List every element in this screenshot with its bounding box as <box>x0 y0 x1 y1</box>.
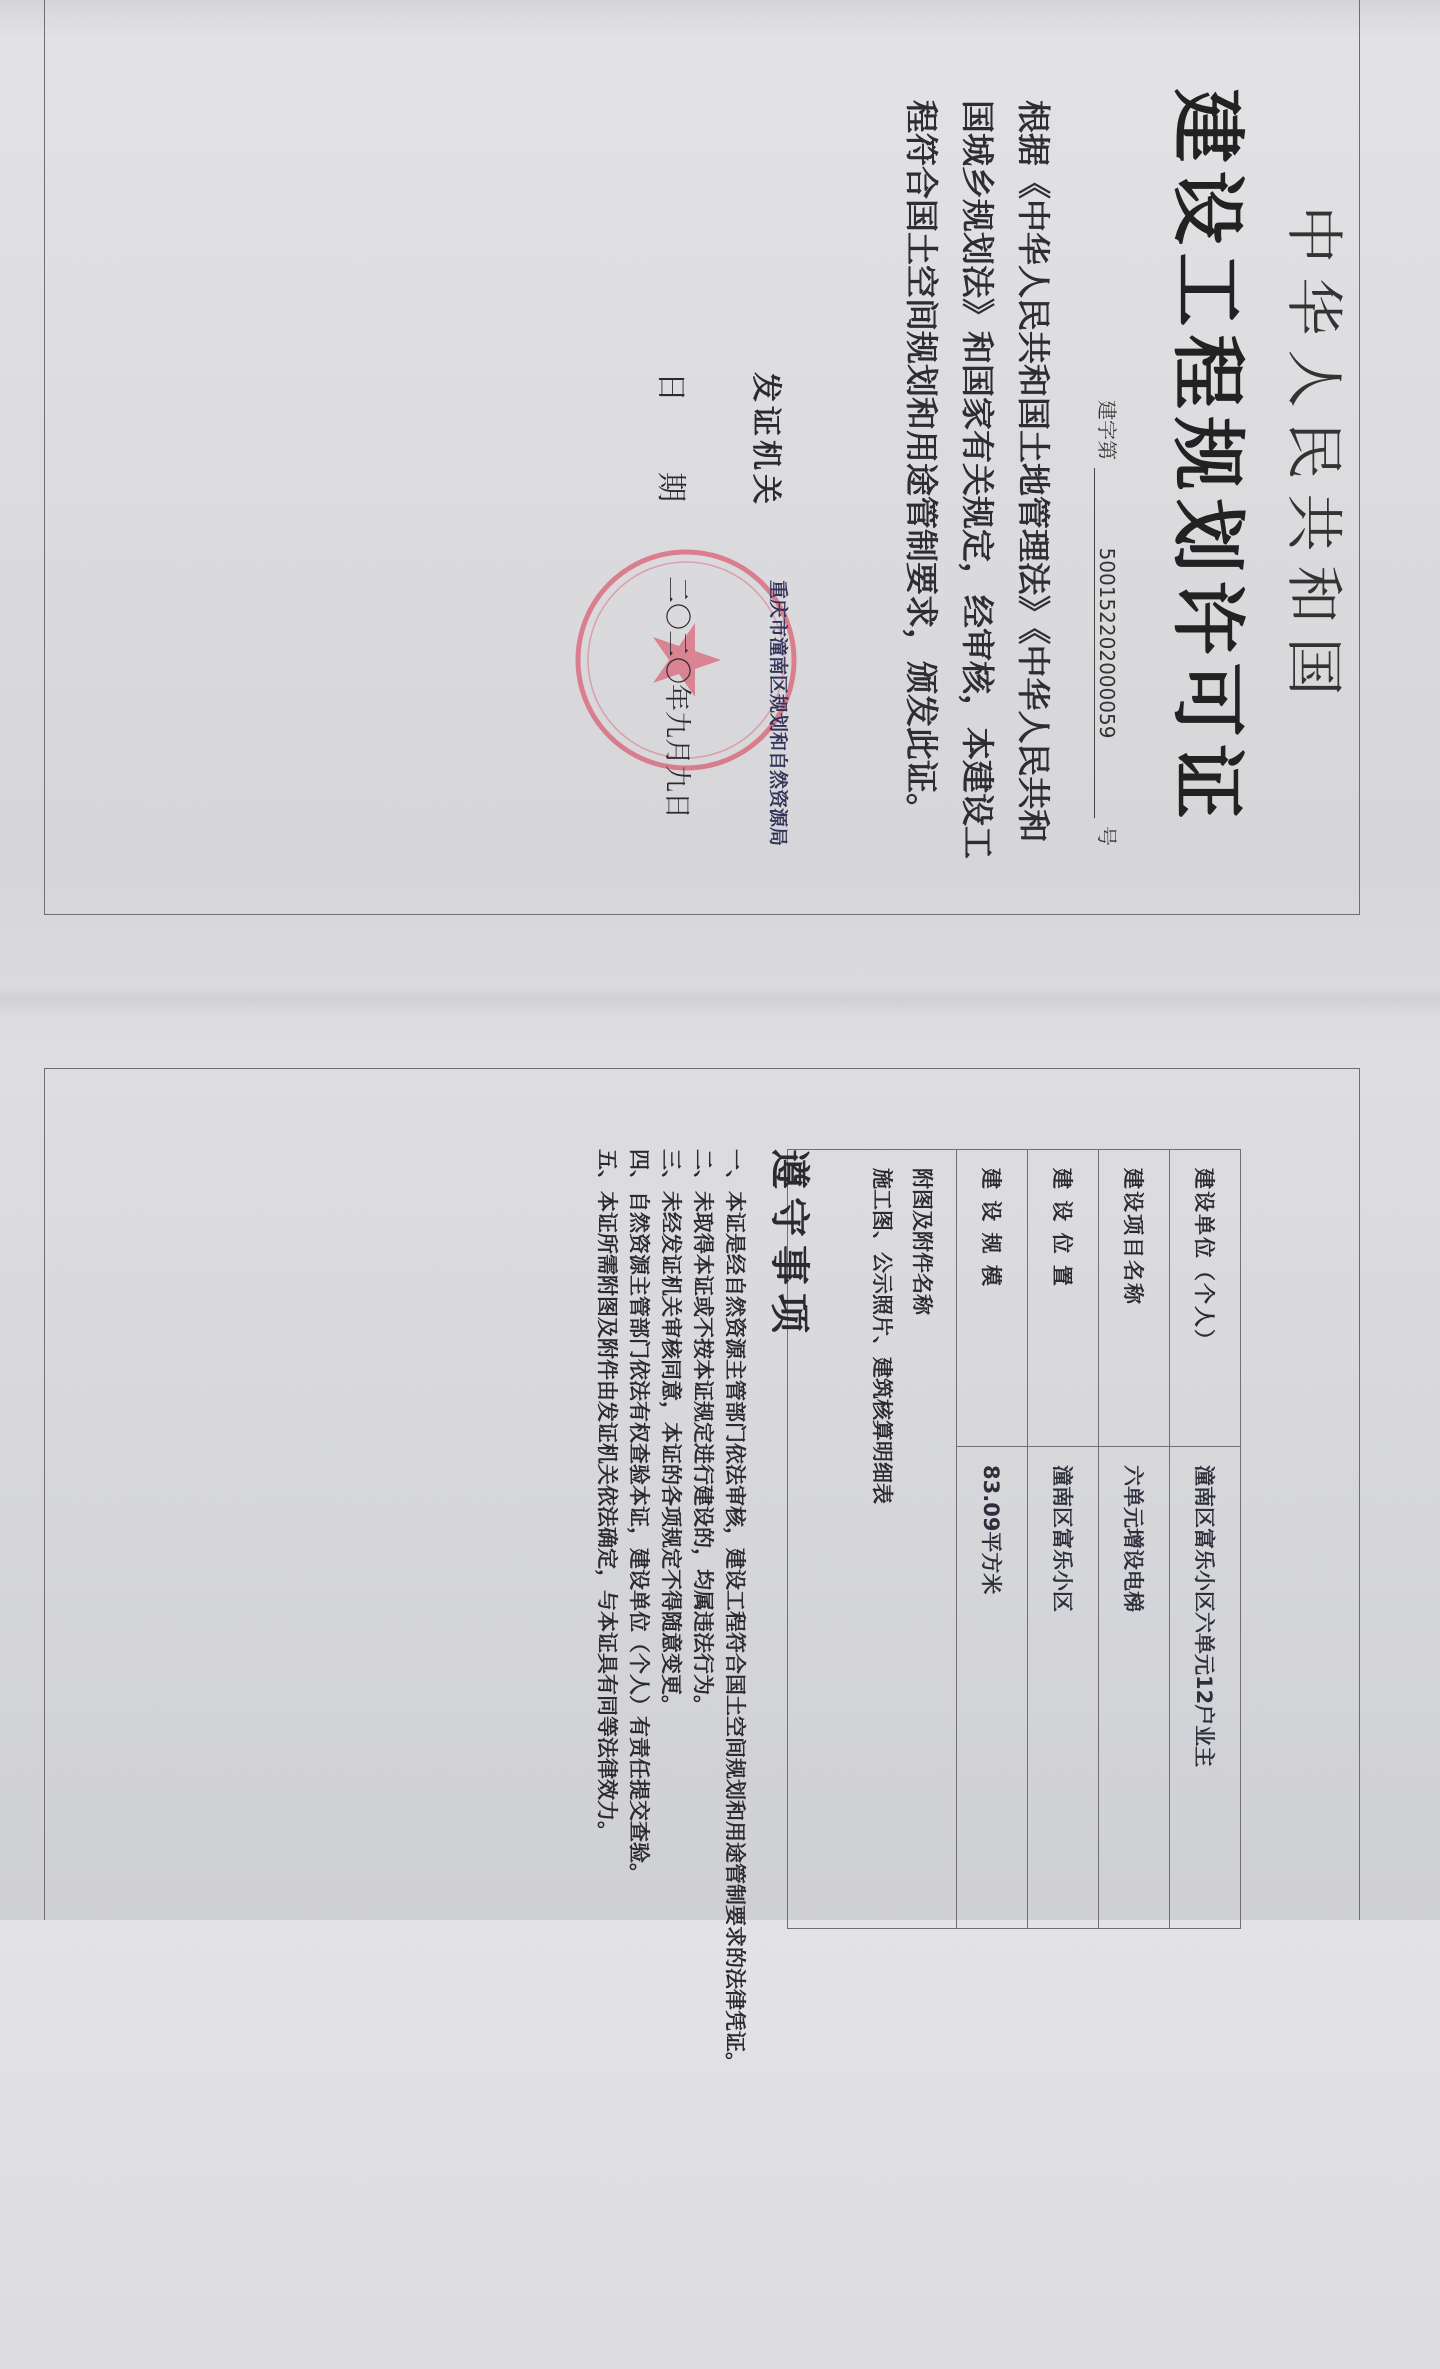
row-value: 六单元增设电梯 <box>1099 1447 1170 1929</box>
issuer-name: 重庆市潼南区规划和自然资源局 <box>767 580 789 847</box>
certificate-title: 建设工程规划许可证 <box>1164 88 1250 827</box>
table-row <box>1028 1150 1099 1929</box>
fold-crease <box>0 985 1440 1015</box>
row-value: 潼南区富乐小区六单元12户业主 <box>1170 1447 1241 1929</box>
issue-date: 二〇二〇年九月九日 <box>661 576 692 819</box>
row-label: 附图及附件名称 <box>910 1168 934 1315</box>
attachments-text: 施工图、公示照片、建筑核算明细表 <box>870 1168 894 1504</box>
list-item: 五、本证所需附图及附件由发证机关依法确定，与本证具有同等法律效力。 <box>595 1149 619 1842</box>
list-item: 一、本证是经自然资源主管部门依法审核，建设工程符合国土空间规划和用途管制要求的法律凭证。 <box>723 1149 747 2073</box>
certificate-face-content <box>45 0 1361 915</box>
row-label: 建设项目名称 <box>1099 1150 1170 1447</box>
project-details-table <box>787 1149 1241 1929</box>
certificate-number <box>1094 400 1123 846</box>
table-row <box>1170 1150 1241 1929</box>
rules-title: 遵守事项 <box>766 1149 812 1341</box>
table-row <box>1099 1150 1170 1929</box>
table-row <box>957 1150 1028 1929</box>
row-value: 83.09平方米 <box>957 1447 1028 1929</box>
row-value: 潼南区富乐小区 <box>1028 1447 1099 1929</box>
list-item: 三、未经发证机关审核同意，本证的各项规定不得随意变更。 <box>659 1149 683 1716</box>
certificate-number-suffix: 号 <box>1095 826 1119 846</box>
date-label: 日期 <box>653 372 688 572</box>
certificate-details-content <box>45 1069 1361 2073</box>
certificate-number-value: 500152202000059 <box>1095 547 1119 739</box>
rules-list <box>591 1149 751 2369</box>
certificate-body-text: 根据《中华人民共和国土地管理法》《中华人民共和国城乡规划法》和国家有关规定，经审核，本建设工程符合国土空间规划和用途管制要求，颁发此证。 <box>902 100 1053 859</box>
certificate-details-panel <box>44 1068 1360 2073</box>
row-label: 建设单位（个人） <box>1170 1150 1241 1447</box>
row-label: 建 设 规 模 <box>957 1150 1028 1447</box>
list-item: 二、未取得本证或不按本证规定进行建设的，均属违法行为。 <box>691 1149 715 1716</box>
certificate-face-panel <box>44 0 1360 915</box>
issuer-label: 发证机关 <box>748 372 783 508</box>
list-item: 四、自然资源主管部门依法有权查验本证，建设单位（个人）有责任提交查验。 <box>627 1149 651 1884</box>
certificate-number-prefix: 建字第 <box>1095 400 1119 460</box>
country-name: 中华人民共和国 <box>1280 205 1348 710</box>
row-label: 建 设 位 置 <box>1028 1150 1099 1447</box>
